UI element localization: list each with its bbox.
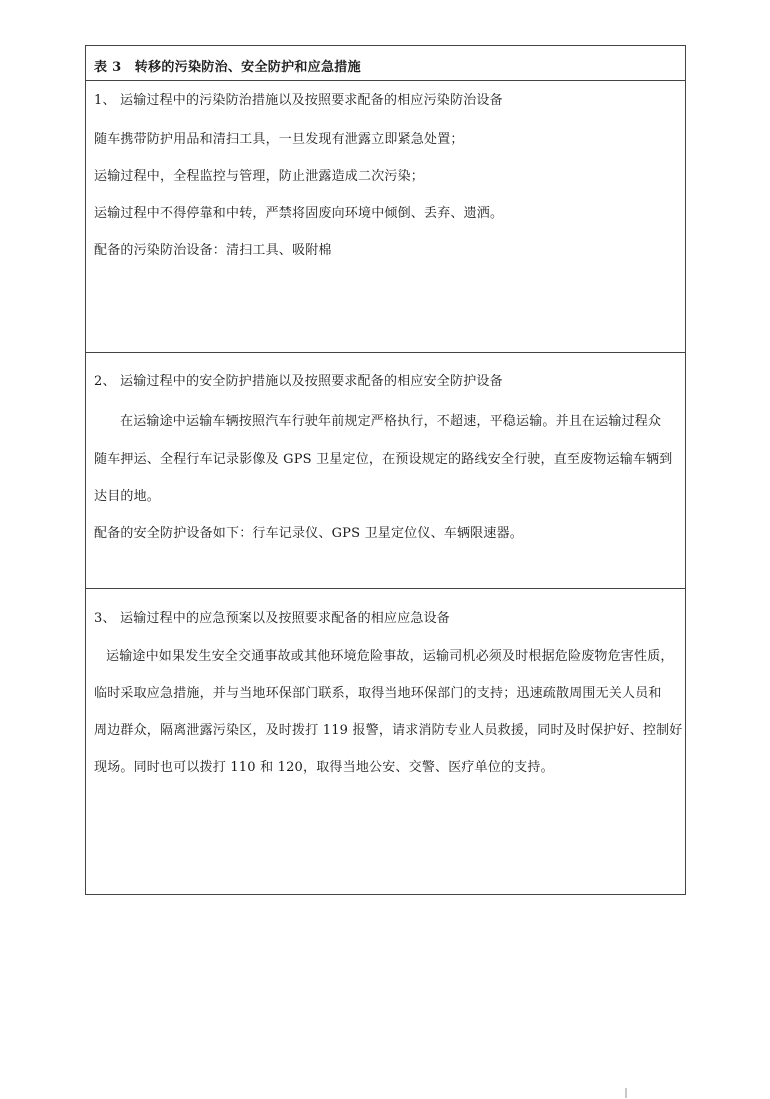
paragraph-line: 达目的地。	[94, 489, 161, 504]
section-emergency-plan	[86, 589, 685, 894]
paragraph-line: 在运输途中运输车辆按照汽车行驶年前规定严格执行，不超速，平稳运输。并且在运输过程众	[120, 414, 662, 429]
measures-table	[85, 45, 686, 895]
paragraph-line: 现场。同时也可以拨打 110 和 120，取得当地公安、交警、医疗单位的支持。	[94, 760, 554, 775]
paragraph-line: 配备的污染防治设备：清扫工具、吸附棉	[94, 243, 332, 258]
paragraph-line: 随车携带防护用品和清扫工具，一旦发现有泄露立即紧急处置；	[94, 132, 464, 147]
section-heading: 3、 运输过程中的应急预案以及按照要求配备的相应应急设备	[94, 611, 451, 626]
table-title-row	[86, 46, 685, 81]
section-pollution-prevention	[86, 81, 685, 353]
section-heading: 2、 运输过程中的安全防护措施以及按照要求配备的相应安全防护设备	[94, 374, 503, 389]
paragraph-line: 运输途中如果发生安全交通事故或其他环境危险事故，运输司机必须及时根据危险废物危害性质，	[106, 649, 674, 664]
scan-artifact	[625, 1088, 627, 1098]
paragraph-line: 运输过程中不得停靠和中转，严禁将固废向环境中倾倒、丢弃、遗洒。	[94, 206, 504, 221]
paragraph-line: 周边群众，隔离泄露污染区，及时拨打 119 报警，请求消防专业人员救援，同时及时保护好、控制好	[94, 723, 683, 738]
paragraph-line: 随车押运、全程行车记录影像及 GPS 卫星定位，在预设规定的路线安全行驶，直至废物运输车辆到	[94, 452, 673, 467]
section-safety-protection	[86, 353, 685, 589]
table-title: 表 3 转移的污染防治、安全防护和应急措施	[94, 60, 361, 75]
paragraph-line: 临时采取应急措施，并与当地环保部门联系，取得当地环保部门的支持；迅速疏散周围无关人员和	[94, 686, 662, 701]
paragraph-line: 配备的安全防护设备如下：行车记录仪、GPS 卫星定位仪、车辆限速器。	[94, 526, 523, 541]
section-heading: 1、 运输过程中的污染防治措施以及按照要求配备的相应污染防治设备	[94, 93, 503, 108]
paragraph-line: 运输过程中，全程监控与管理，防止泄露造成二次污染；	[94, 169, 425, 184]
